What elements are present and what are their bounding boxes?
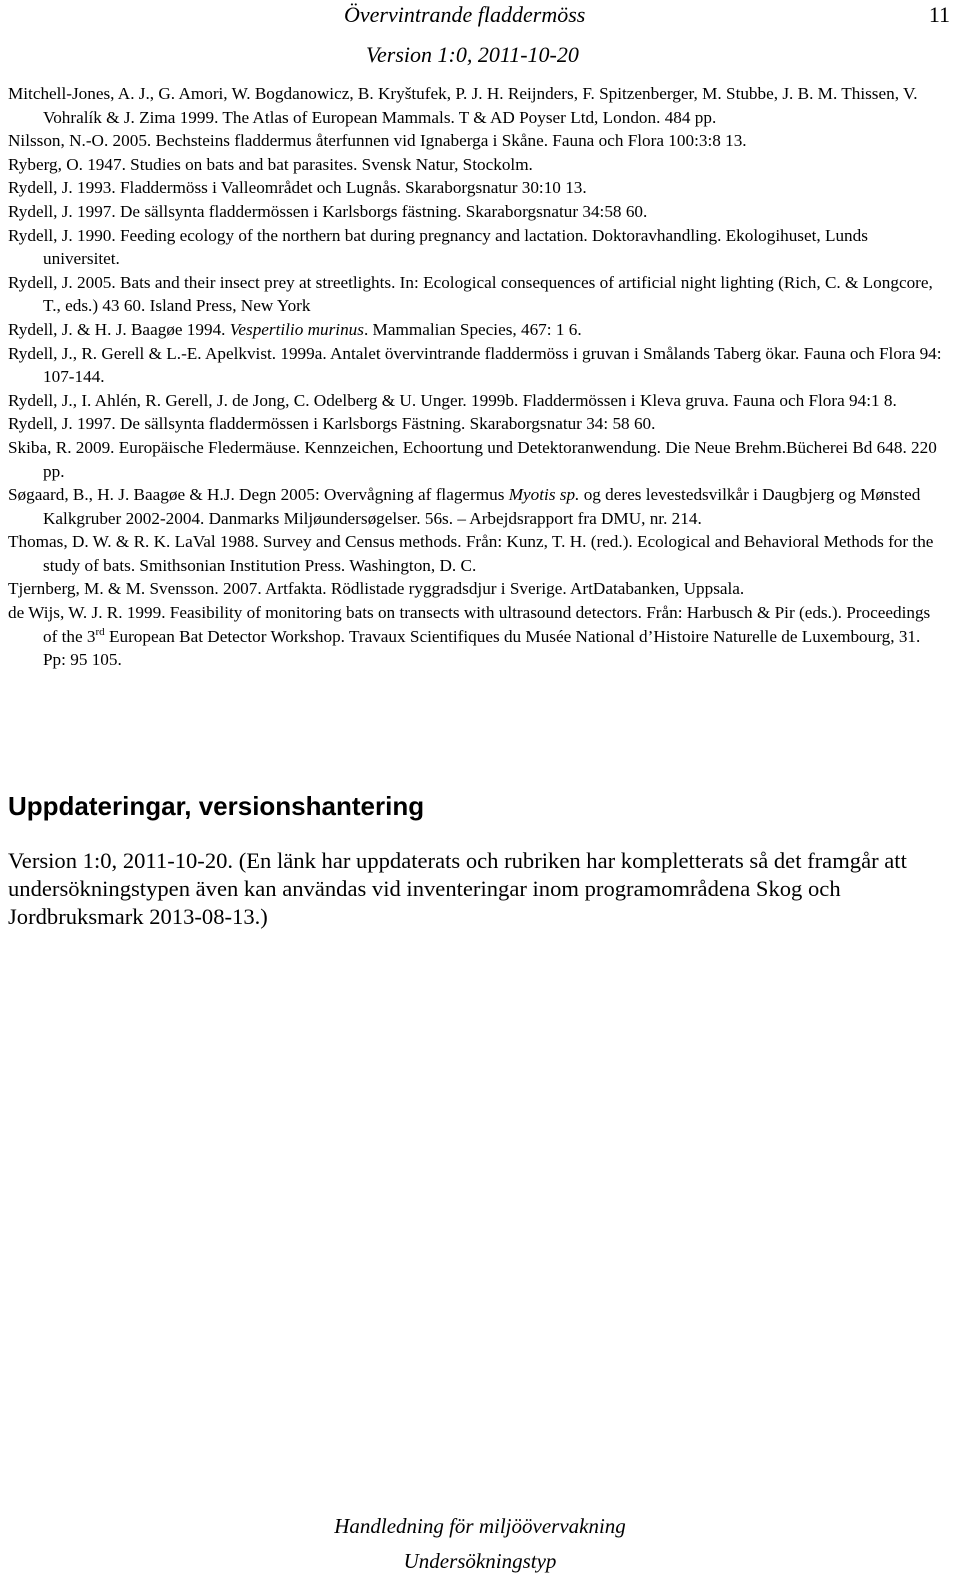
reference-item: Nilsson, N.-O. 2005. Bechsteins fladdermus återfunnen vid Ignaberga i Skåne. Fauna och Flora 100:3:8 13. xyxy=(8,131,747,151)
reference-list xyxy=(8,82,946,672)
reference-item: Rydell, J. 1997. De sällsynta fladdermössen i Karlsborgs fästning. Skaraborgsnatur 34:58 60. xyxy=(8,201,648,221)
reference-item: Rydell, J. 2005. Bats and their insect prey at streetlights. In: Ecological consequences of artificial night lighting (Rich, C. & Longcore, T., eds.) 43 60. Island Press, New York xyxy=(8,272,933,316)
page-header-version: Version 1:0, 2011-10-20 xyxy=(366,42,579,67)
reference-item: Rydell, J. 1997. De sällsynta fladdermössen i Karlsborgs Fästning. Skaraborgsnatur 34: 58 60. xyxy=(8,414,656,434)
reference-text: . Mammalian Species, 467: 1 6. xyxy=(363,319,582,339)
reference-item: Tjernberg, M. & M. Svensson. 2007. Artfakta. Rödlistade ryggradsdjur i Sverige. ArtDatabanken, Uppsala. xyxy=(8,579,745,599)
species-name: Vespertilio murinus xyxy=(229,319,364,339)
reference-text: og deres levestedsvilkår i Daugbjerg og Mønsted Kalkgruber 2002-2004. Danmarks Miljøundersøgelser. 56s. – Arbejdsrapport fra DMU, nr. 214. xyxy=(43,485,921,528)
page-header-title: Övervintrande fladdermöss xyxy=(344,2,586,27)
reference-text: Rydell, J. & H. J. Baagøe 1994. xyxy=(8,319,230,339)
section-heading: Uppdateringar, versionshantering xyxy=(8,791,425,821)
reference-item: Thomas, D. W. & R. K. LaVal 1988. Survey and Census methods. Från: Kunz, T. H. (red.). Ecological and Behavioral Methods for the study of bats. Smithsonian Institution Press. Washington, D. C. xyxy=(8,532,934,575)
ordinal-superscript: rd xyxy=(95,625,105,638)
reference-item: Skiba, R. 2009. Europäische Fledermäuse. Kennzeichen, Echoortung und Detektoranwendung. Die Neue Brehm.Bücherei Bd 648. 220 pp. xyxy=(8,437,937,481)
section-body-text: Version 1:0, 2011-10-20. (En länk har uppdaterats och rubriken har kompletterats så det framgår att undersökningstypen även kan användas vid inventeringar inom programområdena Skog och Jordbruksmark 2013-08-13.) xyxy=(8,848,907,929)
footer-line-2: Undersökningstyp xyxy=(403,1549,557,1573)
reference-item: Rydell, J., I. Ahlén, R. Gerell, J. de Jong, C. Odelberg & U. Unger. 1999b. Fladdermössen i Kleva gruva. Fauna och Flora 94:1 8. xyxy=(8,390,897,410)
reference-item xyxy=(8,601,946,672)
reference-item: Rydell, J., R. Gerell & L.-E. Apelkvist. 1999a. Antalet övervintrande fladdermöss i gruvan i Smålands Taberg ökar. Fauna och Flora 94: 107-144. xyxy=(8,343,942,387)
reference-text: Søgaard, B., H. J. Baagøe & H.J. Degn 2005: Overvågning af flagermus xyxy=(8,485,509,505)
page-number: 11 xyxy=(928,2,950,27)
reference-item: Ryberg, O. 1947. Studies on bats and bat parasites. Svensk Natur, Stockolm. xyxy=(8,154,533,174)
reference-item xyxy=(8,483,946,530)
reference-item: Rydell, J. 1993. Fladdermöss i Valleområdet och Lugnås. Skaraborgsnatur 30:10 13. xyxy=(8,178,587,198)
footer-line-1: Handledning för miljöövervakning xyxy=(334,1514,626,1538)
reference-text: de Wijs, W. J. R. 1999. Feasibility of monitoring bats on transects with ultrasound detectors. Från: Harbusch & Pir (eds.). Proceedings of the 3 xyxy=(8,603,931,646)
reference-item: Mitchell-Jones, A. J., G. Amori, W. Bogdanowicz, B. Kryštufek, P. J. H. Reijnders, F. Spitzenberger, M. Stubbe, J. B. M. Thissen, V. Vohralík & J. Zima 1999. The Atlas of European Mammals. T & AD Poyser Ltd, London. 484 pp. xyxy=(8,84,918,127)
reference-item: Rydell, J. 1990. Feeding ecology of the northern bat during pregnancy and lactation. Doktoravhandling. Ekologihuset, Lunds universitet. xyxy=(8,225,868,269)
reference-text: European Bat Detector Workshop. Travaux Scientifiques du Musée National d’Histoire Naturelle de Luxembourg, 31. Pp: 95 105. xyxy=(43,626,921,670)
species-name: Myotis sp. xyxy=(508,485,580,505)
reference-item xyxy=(8,318,946,342)
